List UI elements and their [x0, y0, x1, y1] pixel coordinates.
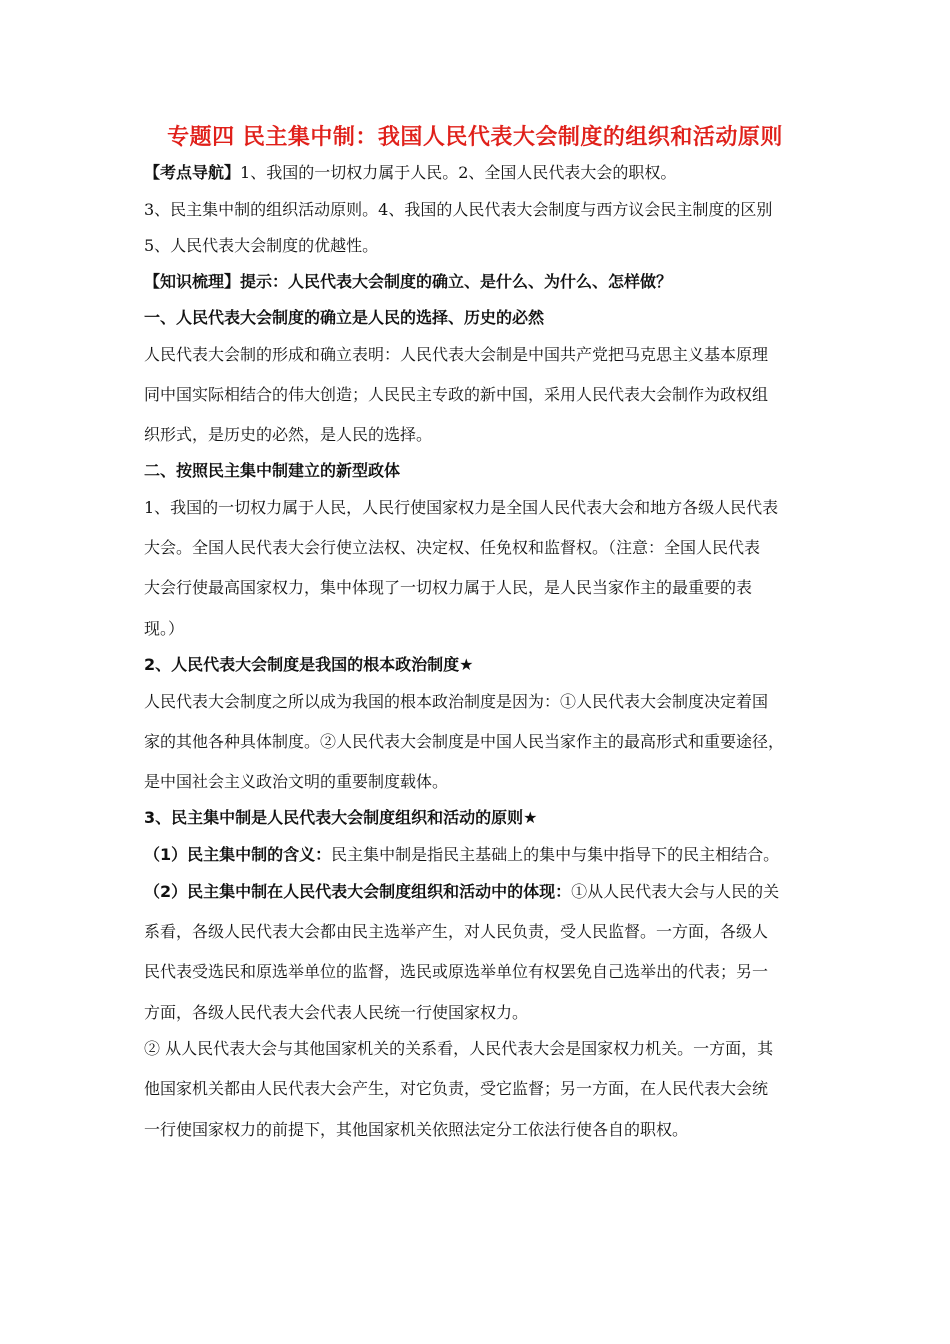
- section2-p2-line-3: 是中国社会主义政治文明的重要制度载体。: [144, 772, 449, 791]
- item1-text: 民主集中制是指民主基础上的集中与集中指导下的民主相结合。: [331, 845, 780, 864]
- section2-p1-line-3: 大会行使最高国家权力，集中体现了一切权力属于人民，是人民当家作主的最重要的表: [144, 578, 753, 597]
- review-line: [144, 272, 672, 292]
- section1-line-3: 织形式，是历史的必然，是人民的选择。: [144, 425, 433, 444]
- section2-subheading-3: 3、民主集中制是人民代表大会制度组织和活动的原则★: [144, 808, 538, 827]
- section2-heading: 二、按照民主集中制建立的新型政体: [144, 461, 401, 480]
- section2-p3-line-3: 方面，各级人民代表大会代表人民统一行使国家权力。: [144, 1003, 529, 1022]
- section1-heading: 一、人民代表大会制度的确立是人民的选择、历史的必然: [144, 308, 545, 327]
- guide-line-1: 【考点导航】1、我国的一切权力属于人民。2、全国人民代表大会的职权。: [144, 163, 677, 182]
- section2-p3-line-1: 系看，各级人民代表大会都由民主选举产生，对人民负责，受人民监督。一方面，各级人: [144, 922, 769, 941]
- section2-p2-line-1: 人民代表大会制度之所以成为我国的根本政治制度是因为：①人民代表大会制度决定着国: [144, 692, 769, 711]
- review-hint: 提示：人民代表大会制度的确立、是什么、为什么、怎样做？: [240, 272, 673, 291]
- item2-label: （2）民主集中制在人民代表大会制度组织和活动中的体现：: [144, 882, 572, 901]
- section2-p3-line-5: 他国家机关都由人民代表大会产生，对它负责，受它监督；另一方面，在人民代表大会统: [144, 1079, 769, 1098]
- section2-p3-line-6: 一行使国家权力的前提下，其他国家机关依照法定分工依法行使各自的职权。: [144, 1120, 689, 1139]
- section1-line-2: 同中国实际相结合的伟大创造；人民民主专政的新中国，采用人民代表大会制作为政权组: [144, 385, 769, 404]
- section2-p3-line-2: 民代表受选民和原选举单位的监督，选民或原选举单位有权罢免自己选举出的代表；另一: [144, 962, 769, 981]
- item2-text: ①从人民代表大会与人民的关: [571, 882, 780, 901]
- guide-label: 【考点导航】: [144, 163, 241, 182]
- section2-p1-line-4: 现。）: [144, 619, 185, 638]
- section2-p1-line-1: 1、我国的一切权力属于人民，人民行使国家权力是全国人民代表大会和地方各级人民代表: [144, 498, 779, 517]
- item2-line: [144, 882, 779, 902]
- section2-subheading-2: 2、人民代表大会制度是我国的根本政治制度★: [144, 655, 474, 674]
- document-title: 专题四 民主集中制：我国人民代表大会制度的组织和活动原则: [167, 125, 783, 150]
- guide-line-3: 5、人民代表大会制度的优越性。: [144, 236, 379, 255]
- section2-p2-line-2: 家的其他各种具体制度。②人民代表大会制度是中国人民当家作主的最高形式和重要途径，: [144, 732, 785, 751]
- section2-p3-line-4: ② 从人民代表大会与其他国家机关的关系看，人民代表大会是国家权力机关。一方面，其: [144, 1039, 774, 1058]
- review-label: 【知识梳理】: [144, 272, 241, 291]
- item1-line: [144, 845, 779, 865]
- section1-line-1: 人民代表大会制的形成和确立表明：人民代表大会制是中国共产党把马克思主义基本原理: [144, 345, 769, 364]
- section2-p1-line-2: 大会。全国人民代表大会行使立法权、决定权、任免权和监督权。（注意：全国人民代表: [144, 538, 761, 557]
- item1-label: （1）民主集中制的含义：: [144, 845, 332, 864]
- guide-line-2: 3、民主集中制的组织活动原则。4、我国的人民代表大会制度与西方议会民主制度的区别: [144, 200, 773, 219]
